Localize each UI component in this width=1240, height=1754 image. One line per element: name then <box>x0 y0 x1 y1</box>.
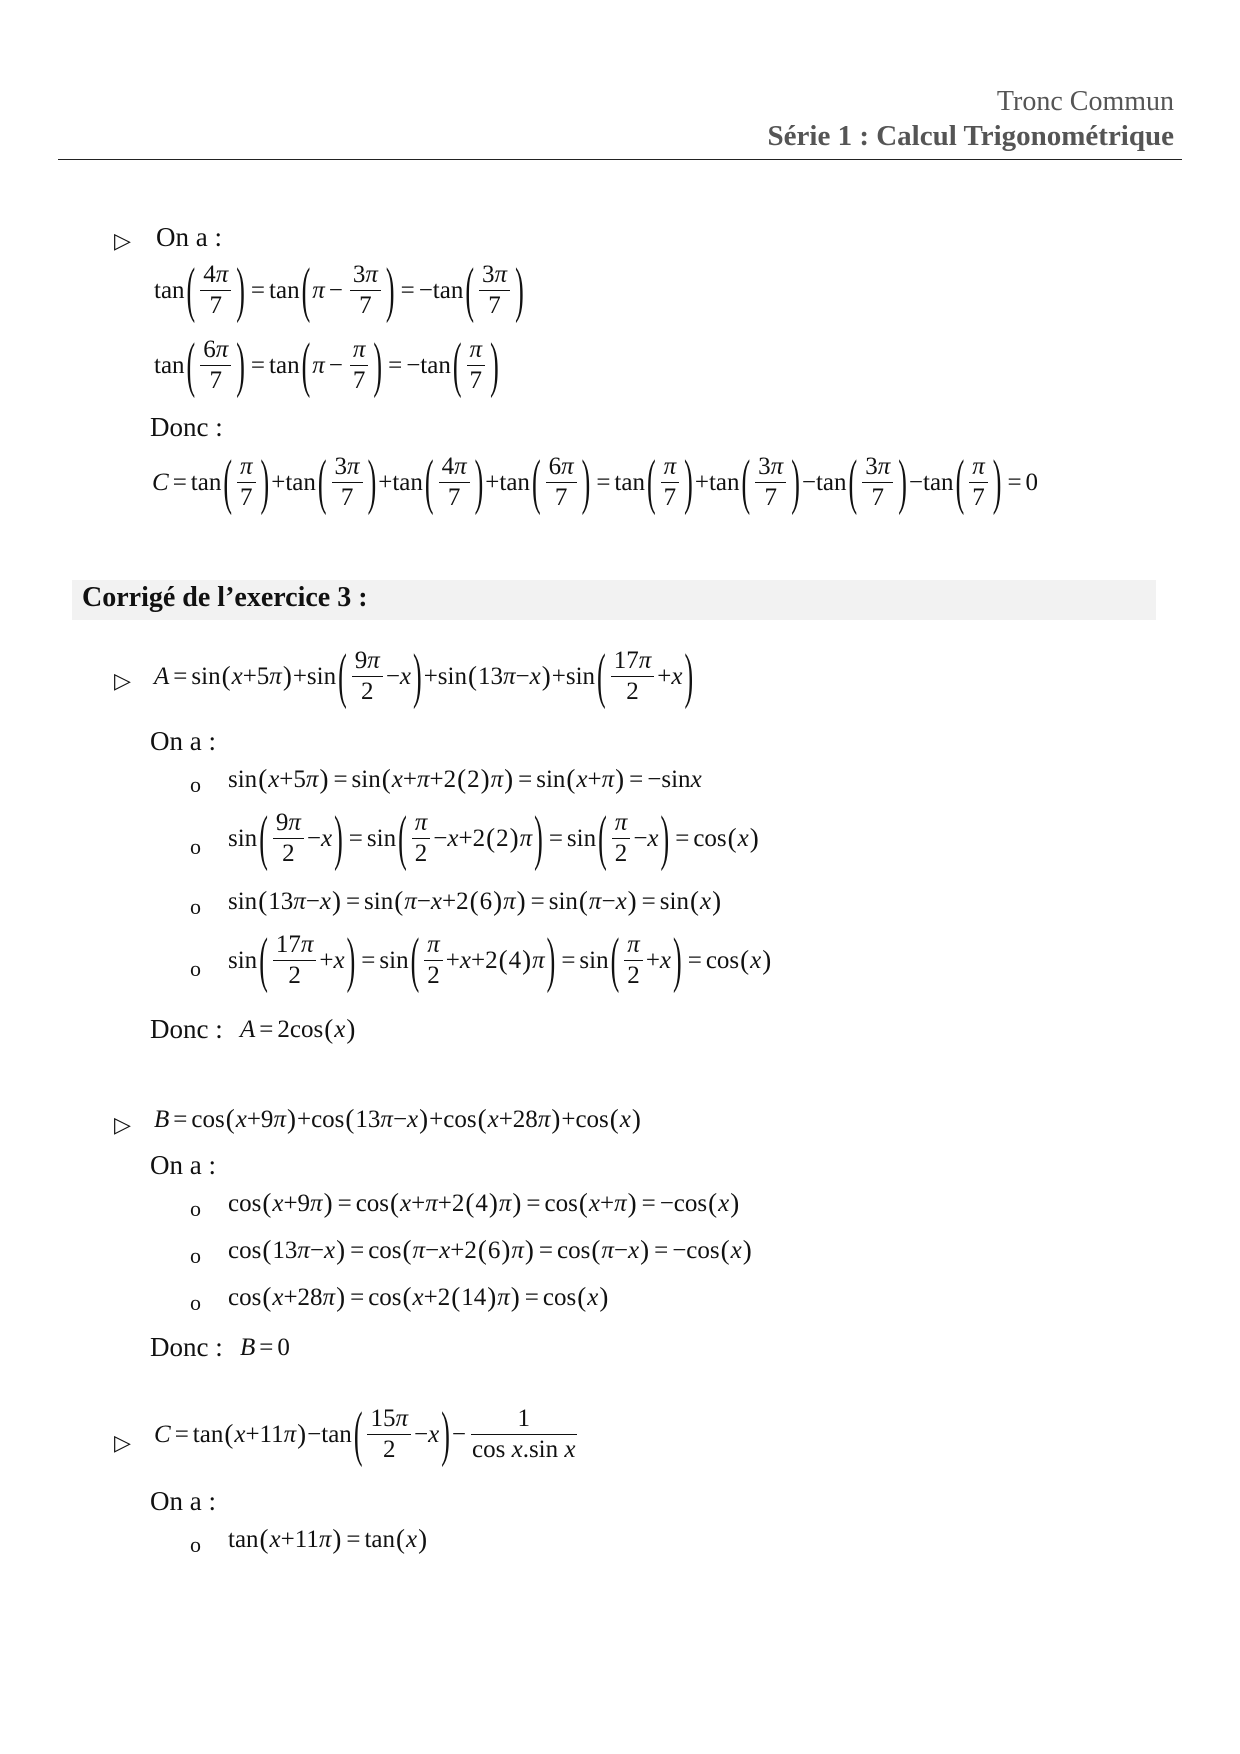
circle-bullet-icon: o <box>190 1290 201 1315</box>
circle-bullet-icon: o <box>190 894 201 919</box>
equation-a-step-2: sin ( $\frac{9\pi}{2}$ − x ) = sin ( $\frac{\pi}{2}$ − x +2 ( 2 ) π ) = sin ( $\frac{\pi}{2}$ − x ) = cos ( x ) <box>228 803 759 872</box>
equation-c-sum: C = tan ( $\frac{\pi}{7}$ ) +tan ( $\frac{3\pi}{7}$ ) +tan ( $\frac{4\pi}{7}$ ) +tan ( $\frac{6\pi}{7}$ ) = tan ( $\frac{\pi}{7}$ ) +tan ( $\frac{3\pi}{7}$ ) −tan ( $\frac{3\pi}{7}$ ) −tan ( $\frac{\pi}{7}$ ) = 0 <box>152 447 1039 516</box>
equation-tan-4pi-7: tan ( $\frac{4\pi}{7}$ ) = tan ( π − $\frac{3\pi}{7}$ ) = −tan ( $\frac{3\pi}{7}$ ) <box>154 255 524 324</box>
on-a-label: On a : <box>150 726 216 756</box>
equation-tan-6pi-7: tan ( $\frac{6\pi}{7}$ ) = tan ( π − $\frac{\pi}{7}$ ) = −tan ( $\frac{\pi}{7}$ ) <box>154 330 499 399</box>
circle-bullet-icon: o <box>190 834 201 859</box>
series-title: Série 1 : Calcul Trigonométrique <box>767 120 1174 152</box>
circle-bullet-icon: o <box>190 772 201 797</box>
equation-a-step-4: sin ( $\frac{17\pi}{2}$ + x ) = sin ( $\frac{\pi}{2}$ + x +2 ( 4 ) π ) = sin ( $\frac{\pi}{2}$ + x ) = cos ( x ) <box>228 925 772 994</box>
on-a-label: On a : <box>156 222 222 252</box>
equation-c-step-1: tan ( x +11 π ) = tan ( x ) <box>228 1524 428 1554</box>
triangle-bullet-icon: ▷ <box>114 668 131 693</box>
section-title: Corrigé de l’exercice 3 : <box>82 582 368 613</box>
triangle-bullet-icon: ▷ <box>114 228 131 253</box>
equation-a-step-1: sin ( x +5 π ) = sin ( x + π +2 ( 2 ) π ) = sin ( x + π ) = −sin x <box>228 764 702 794</box>
on-a-label: On a : <box>150 1486 216 1516</box>
equation-c-definition: C = tan ( x +11 π ) −tan ( $\frac{15\pi}{2}$ − x ) − $\frac{1}{\text{cos x.sin x}}$ <box>154 1399 576 1468</box>
donc-label: Donc : <box>150 412 223 442</box>
circle-bullet-icon: o <box>190 1243 201 1268</box>
circle-bullet-icon: o <box>190 956 201 981</box>
equation-a-result: A = 2cos ( x ) <box>240 1014 356 1044</box>
triangle-bullet-icon: ▷ <box>114 1112 131 1137</box>
circle-bullet-icon: o <box>190 1532 201 1557</box>
course-name: Tronc Commun <box>996 86 1174 117</box>
header-rule <box>58 159 1182 160</box>
equation-b-step-1: cos ( x +9 π ) = cos ( x + π +2 ( 4 ) π ) = cos ( x + π ) = −cos ( x ) <box>228 1188 740 1218</box>
equation-b-step-3: cos ( x +28 π ) = cos ( x +2 ( 14 ) π ) = cos ( x ) <box>228 1282 609 1312</box>
equation-b-step-2: cos ( 13 π − x ) = cos ( π − x +2 ( 6 ) π ) = cos ( π − x ) = −cos ( x ) <box>228 1235 752 1265</box>
equation-b-result: B = 0 <box>240 1334 290 1361</box>
circle-bullet-icon: o <box>190 1196 201 1221</box>
equation-a-definition: A = sin ( x +5 π ) +sin ( $\frac{9\pi}{2}$ − x ) +sin ( 13 π − x ) +sin ( $\frac{17\pi}{2}$ + x ) <box>154 641 694 710</box>
equation-a-step-3: sin ( 13 π − x ) = sin ( π − x +2 ( 6 ) π ) = sin ( π − x ) = sin ( x ) <box>228 886 722 916</box>
equation-b-definition: B = cos ( x +9 π ) +cos ( 13 π − x ) +cos ( x +28 π ) +cos ( x ) <box>154 1104 641 1134</box>
on-a-label: On a : <box>150 1150 216 1180</box>
triangle-bullet-icon: ▷ <box>114 1430 131 1455</box>
donc-label: Donc : <box>150 1014 223 1044</box>
donc-label: Donc : <box>150 1332 223 1362</box>
